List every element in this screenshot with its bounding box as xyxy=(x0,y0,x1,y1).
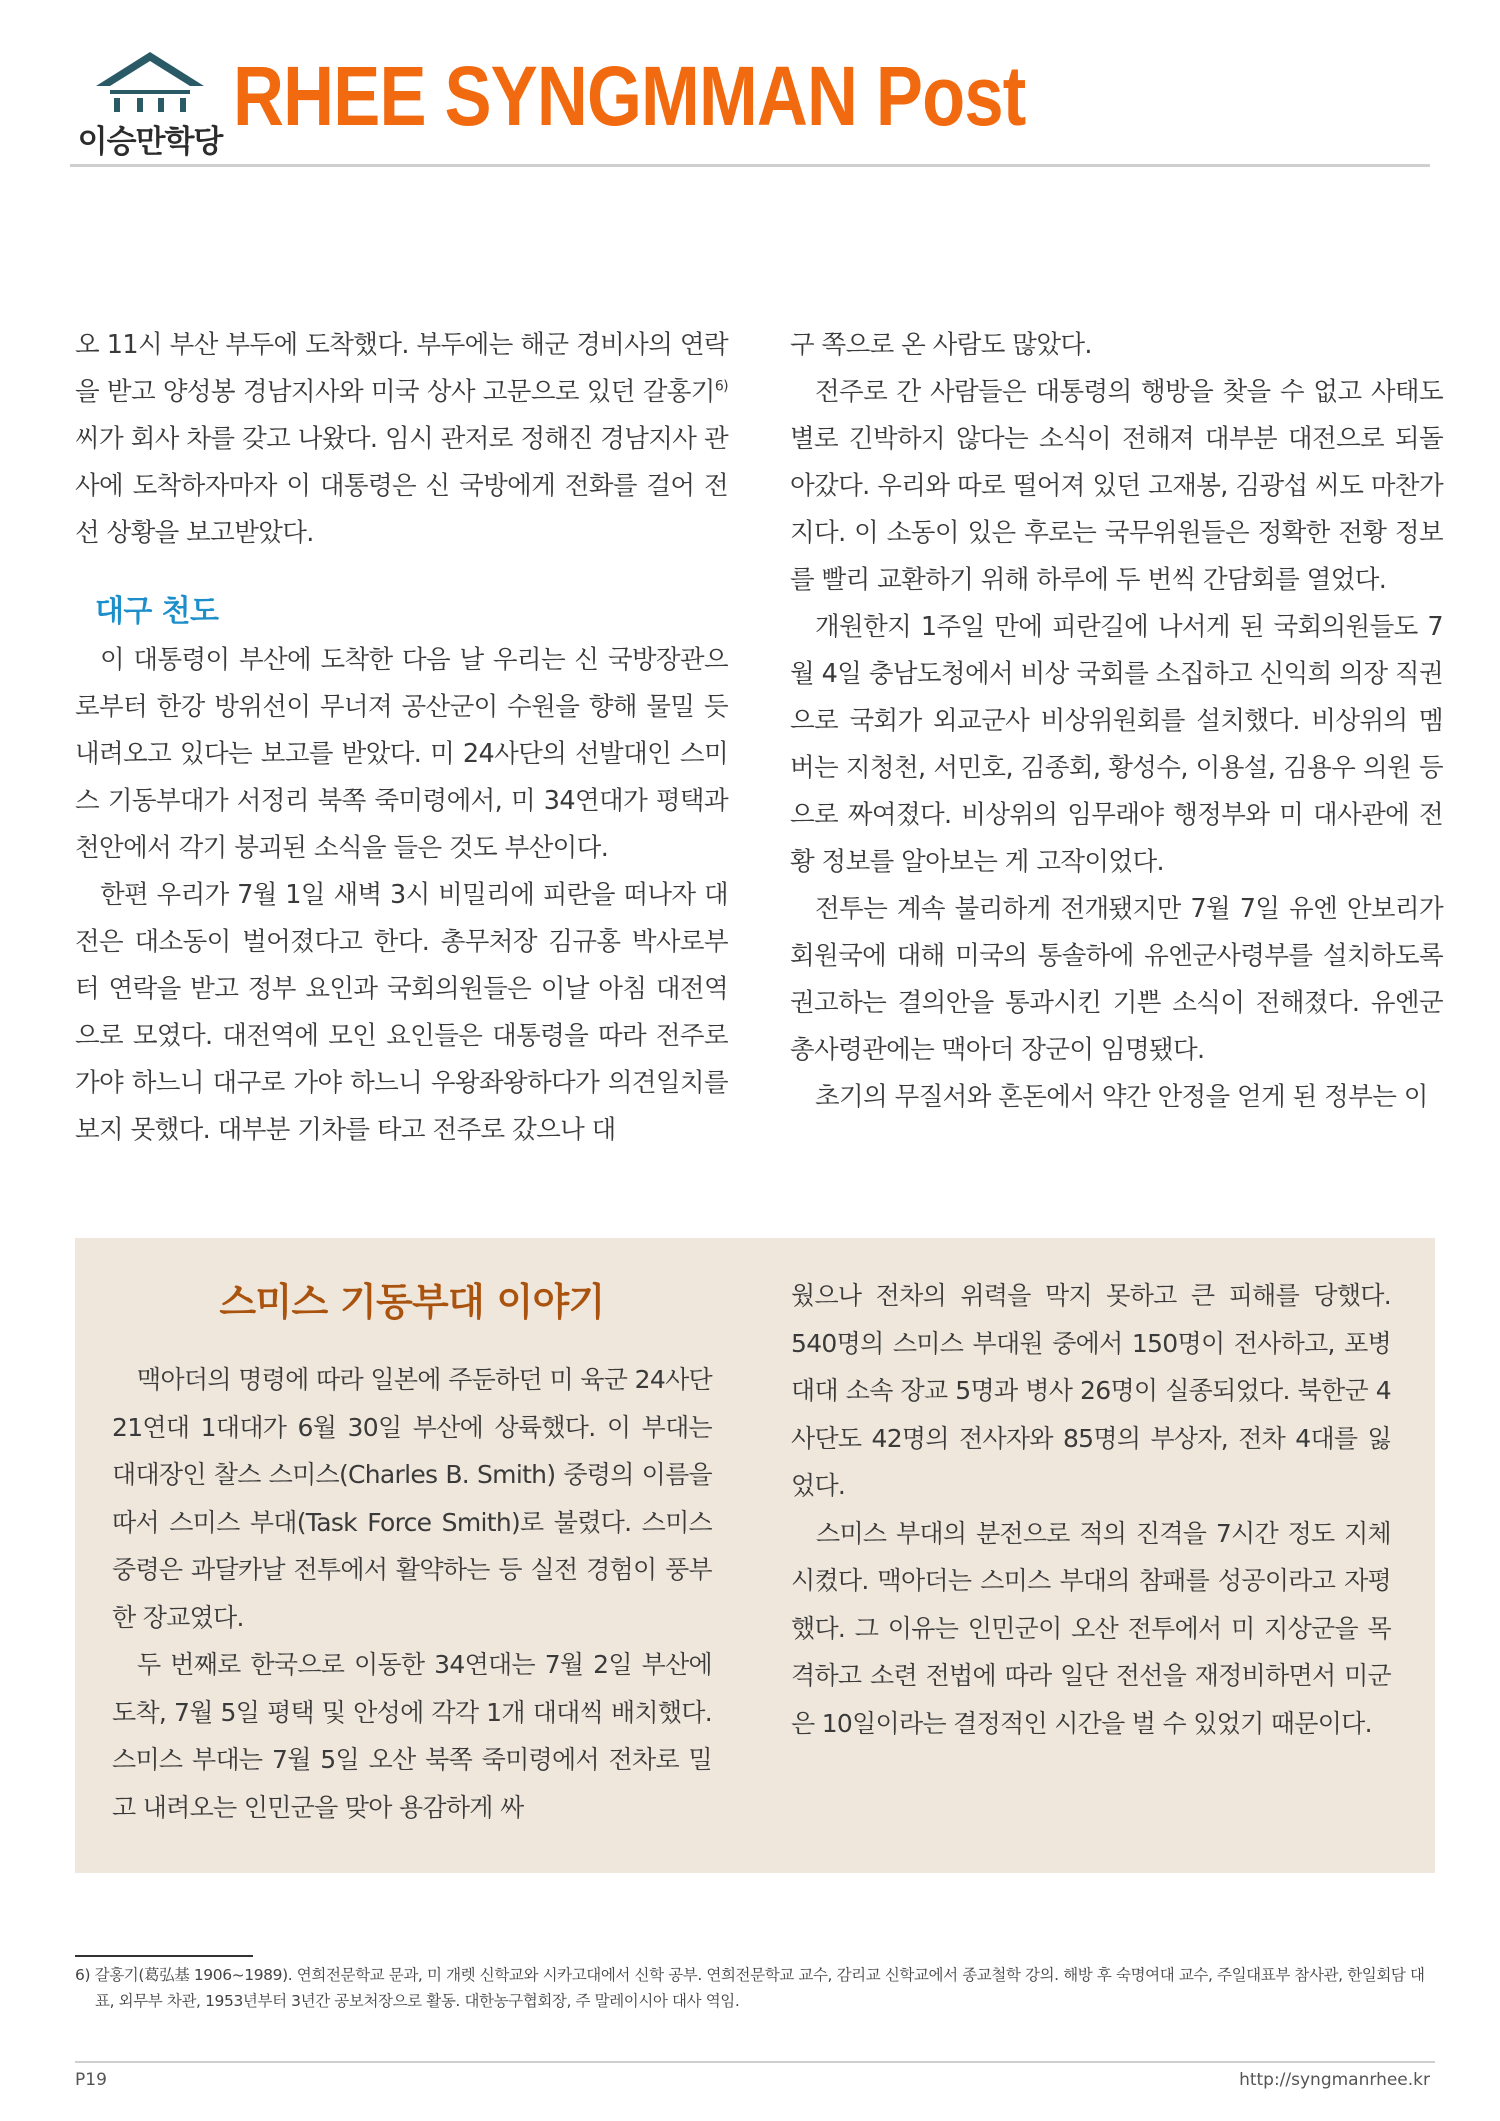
footnote-text: 6) 갈홍기(葛弘基 1906~1989). 연희전문학교 문과, 미 개렛 신학교와 시카고대에서 신학 공부. 연희전문학교 교수, 감리교 신학교에서 종교철학 강의. 해방 후 숙명여대 교수, 주일대표부 참사관, 한일회담 대표, 외무부 차관, 1953년부터 3년간 공보처장으로 활동. 대한농구협회장, 주 말레이시아 대사 역임. xyxy=(75,1966,1425,2010)
paragraph: 두 번째로 한국으로 이동한 34연대는 7월 2일 부산에 도착, 7월 5일 평택 및 안성에 각각 1개 대대씩 배치했다. 스미스 부대는 7월 5일 오산 북쪽 죽미령에서 전차로 밀고 내려오는 인민군을 맞아 용감하게 싸 xyxy=(112,1650,712,1822)
paragraph: 전투는 계속 불리하게 전개됐지만 7월 7일 유엔 안보리가 회원국에 대해 미국의 통솔하에 유엔군사령부를 설치하도록 권고하는 결의안을 통과시킨 기쁜 소식이 전해졌다. 유엔군 총사령관에는 맥아더 장군이 임명됐다. xyxy=(790,894,1443,1065)
paragraph xyxy=(75,322,728,557)
header-divider xyxy=(70,164,1430,167)
sidebar-left-column xyxy=(112,1272,712,1831)
section-heading: 대구 천도 xyxy=(95,594,219,629)
paragraph: 한편 우리가 7월 1일 새벽 3시 비밀리에 피란을 떠나자 대전은 대소동이 벌어졌다고 한다. 총무처장 김규홍 박사로부터 연락을 받고 정부 요인과 국회의원들은 이날 아침 대전역으로 모였다. 대전역에 모인 요인들은 대통령을 따라 전주로 가야 하느니 대구로 가야 하느니 우왕좌왕하다가 의견일치를 보지 못했다. 대부분 기차를 타고 전주로 갔으나 대 xyxy=(75,880,728,1145)
page-header xyxy=(70,50,1430,165)
logo-text: 이승만학당 xyxy=(77,124,223,160)
footer-divider xyxy=(75,2061,1435,2063)
paragraph: 개원한지 1주일 만에 피란길에 나서게 된 국회의원들도 7월 4일 충남도청에서 비상 국회를 소집하고 신익희 의장 직권으로 국회가 외교군사 비상위원회를 설치했다. 비상위의 멤버는 지청천, 서민호, 김종회, 황성수, 이용설, 김용우 의원 등으로 짜여졌다. 비상위의 임무래야 행정부와 미 대사관에 전황 정보를 알아보는 게 고작이었다. xyxy=(790,612,1443,877)
paragraph-text: 오 11시 부산 부두에 도착했다. 부두에는 해군 경비사의 연락을 받고 양성봉 경남지사와 미국 상사 고문으로 있던 갈홍기 xyxy=(75,330,728,407)
paragraph: 구 쪽으로 온 사람도 많았다. xyxy=(790,330,1092,360)
article-right-column xyxy=(790,322,1443,1121)
article-left-column xyxy=(75,322,728,1154)
sidebar-right-column xyxy=(791,1272,1391,1747)
page-number: P19 xyxy=(75,2070,107,2090)
site-url: http://syngmanrhee.kr xyxy=(1239,2070,1430,2090)
paragraph: 이 대통령이 부산에 도착한 다음 날 우리는 신 국방장관으로부터 한강 방위선이 무너져 공산군이 수원을 향해 물밀 듯 내려오고 있다는 보고를 받았다. 미 24사단의 선발대인 스미스 기동부대가 서정리 북쪽 죽미령에서, 미 34연대가 평택과 천안에서 각기 붕괴된 소식을 들은 것도 부산이다. xyxy=(75,645,728,863)
paragraph: 초기의 무질서와 혼돈에서 약간 안정을 얻게 된 정부는 이 xyxy=(815,1082,1428,1112)
paragraph: 웠으나 전차의 위력을 막지 못하고 큰 피해를 당했다. 540명의 스미스 부대원 중에서 150명이 전사하고, 포병대대 소속 장교 5명과 병사 26명이 실종되었다. 북한군 4사단도 42명의 전사자와 85명의 부상자, 전차 4대를 잃었다. xyxy=(791,1281,1391,1500)
paragraph-text: 씨가 회사 차를 갖고 나왔다. 임시 관저로 정해진 경남지사 관사에 도착하자마자 이 대통령은 신 국방에게 전화를 걸어 전선 상황을 보고받았다. xyxy=(75,424,728,548)
sidebar-title: 스미스 기동부대 이야기 xyxy=(219,1280,605,1324)
paragraph: 맥아더의 명령에 따라 일본에 주둔하던 미 육군 24사단 21연대 1대대가 6월 30일 부산에 상륙했다. 이 부대는 대대장인 찰스 스미스(Charles B. Smith) 중령의 이름을 따서 스미스 부대(Task Force Smith)로 불렸다. 스미스 중령은 과달카날 전투에서 활약하는 등 실전 경험이 풍부한 장교였다. xyxy=(112,1365,712,1632)
paragraph: 스미스 부대의 분전으로 적의 진격을 7시간 정도 지체시켰다. 맥아더는 스미스 부대의 참패를 성공이라고 자평했다. 그 이유는 인민군이 오산 전투에서 미 지상군을 목격하고 소련 전법에 따라 일단 전선을 재정비하면서 미군은 10일이라는 결정적인 시간을 벌 수 있었기 때문이다. xyxy=(791,1518,1391,1738)
masthead-title: RHEE SYNGMMAN Post xyxy=(233,49,1026,143)
footnote xyxy=(75,1962,1435,2014)
sidebar-box xyxy=(75,1238,1435,1873)
footnote-ref: 6) xyxy=(714,378,728,395)
house-logo-icon xyxy=(88,50,212,116)
logo xyxy=(70,50,230,160)
paragraph: 전주로 간 사람들은 대통령의 행방을 찾을 수 없고 사태도 별로 긴박하지 않다는 소식이 전해져 대부분 대전으로 되돌아갔다. 우리와 따로 떨어져 있던 고재봉, 김광섭 씨도 마찬가지다. 이 소동이 있은 후로는 국무위원들은 정확한 전황 정보를 빨리 교환하기 위해 하루에 두 번씩 간담회를 열었다. xyxy=(790,377,1443,595)
footnote-divider xyxy=(75,1955,253,1957)
